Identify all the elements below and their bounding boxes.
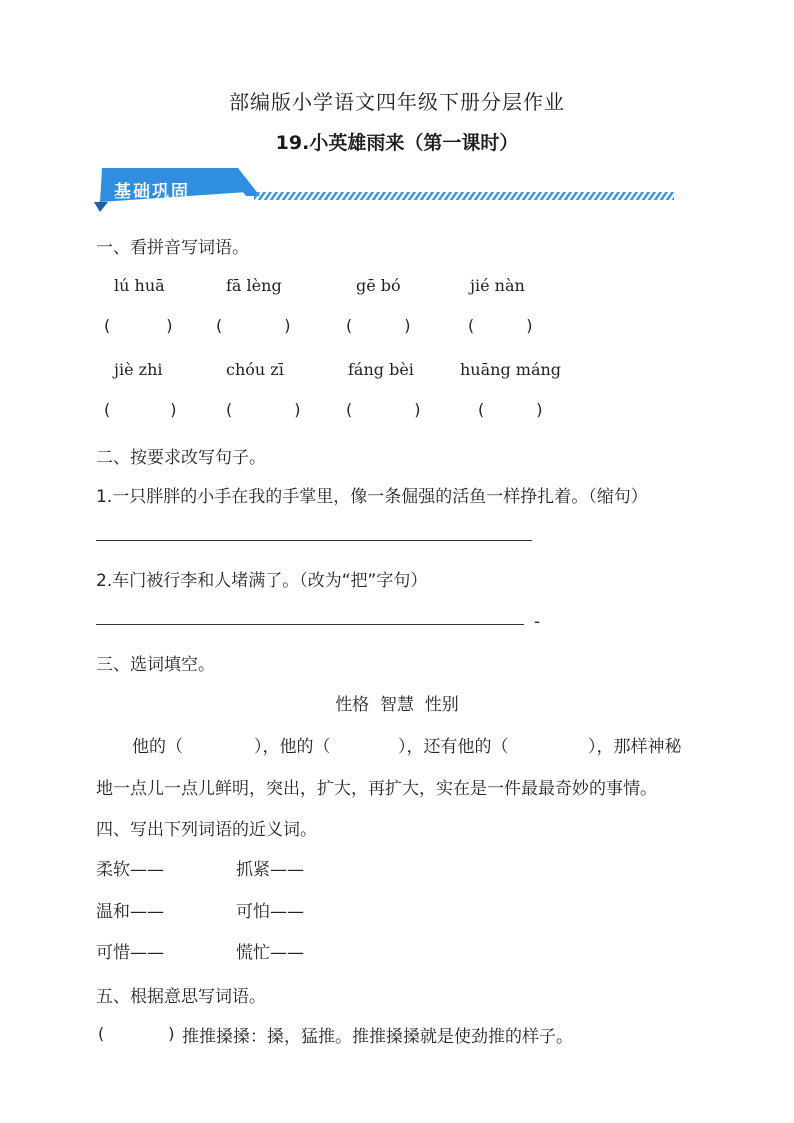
synonym-item[interactable]: 柔软—— <box>96 860 164 880</box>
answer-blank[interactable]: ( ) <box>226 400 301 419</box>
pinyin-item: lú huā <box>114 276 165 295</box>
answer-blank[interactable]: ( ) <box>216 316 291 335</box>
answer-blank[interactable]: ( ) <box>468 316 533 335</box>
answer-blank[interactable]: ( ) <box>346 316 411 335</box>
answer-blank[interactable]: ( ) <box>98 1024 175 1043</box>
section2-heading: 二、按要求改写句子。 <box>96 448 266 468</box>
pinyin-item: fáng bèi <box>348 360 414 379</box>
pinyin-item: jiè zhi <box>114 360 163 379</box>
section3-heading: 三、选词填空。 <box>96 655 215 675</box>
section-banner <box>94 168 684 212</box>
synonym-item[interactable]: 可惜—— <box>96 943 164 963</box>
answer-blank[interactable]: ( ) <box>346 400 421 419</box>
fill-text: ），那样神秘 <box>588 737 682 757</box>
answer-blank[interactable]: ( ) <box>478 400 543 419</box>
answer-line[interactable] <box>96 624 524 625</box>
section5-heading: 五、根据意思写词语。 <box>96 987 266 1007</box>
pinyin-item: jié nàn <box>470 276 525 295</box>
fill-blank[interactable] <box>182 732 254 754</box>
synonym-item[interactable]: 慌忙—— <box>236 943 304 963</box>
fill-text: ），他的（ <box>254 737 331 757</box>
synonym-item[interactable]: 抓紧—— <box>236 860 304 880</box>
answer-blank[interactable]: ( ) <box>104 316 173 335</box>
answer-blank[interactable]: ( ) <box>104 400 177 419</box>
question-text: 1.一只胖胖的小手在我的手掌里，像一条倔强的活鱼一样挣扎着。（缩句） <box>96 487 648 507</box>
fill-blank[interactable] <box>342 732 402 754</box>
answer-line[interactable] <box>96 540 532 541</box>
lesson-title: 19.小英雄雨来（第一课时） <box>275 132 519 154</box>
pinyin-item: fā lèng <box>226 276 282 295</box>
fill-text: ），还有他的（ <box>398 737 509 757</box>
pinyin-item: gē bó <box>356 276 401 295</box>
page-title: 部编版小学语文四年级下册分层作业 <box>229 90 565 114</box>
question-text: 2.车门被行李和人堵满了。（改为“把”字句） <box>96 571 428 591</box>
synonym-item[interactable]: 温和—— <box>96 902 164 922</box>
banner-label: 基础巩固 <box>114 182 190 202</box>
fill-text: 他的（ <box>132 737 183 757</box>
section1-heading: 一、看拼音写词语。 <box>96 238 249 258</box>
section4-heading: 四、写出下列词语的近义词。 <box>96 820 317 840</box>
trailing-mark: - <box>534 612 541 632</box>
fill-blank[interactable] <box>530 732 592 754</box>
definition-text: 推推搡搡：搡，猛推。推推搡搡就是使劲推的样子。 <box>182 1027 573 1047</box>
pinyin-item: chóu zī <box>226 360 284 379</box>
synonym-item[interactable]: 可怕—— <box>236 902 304 922</box>
word-options: 性格 智慧 性别 <box>335 695 459 715</box>
pinyin-item: huāng máng <box>460 360 562 379</box>
fill-text: 地一点儿一点儿鲜明，突出，扩大，再扩大，实在是一件最最奇妙的事情。 <box>96 779 657 799</box>
